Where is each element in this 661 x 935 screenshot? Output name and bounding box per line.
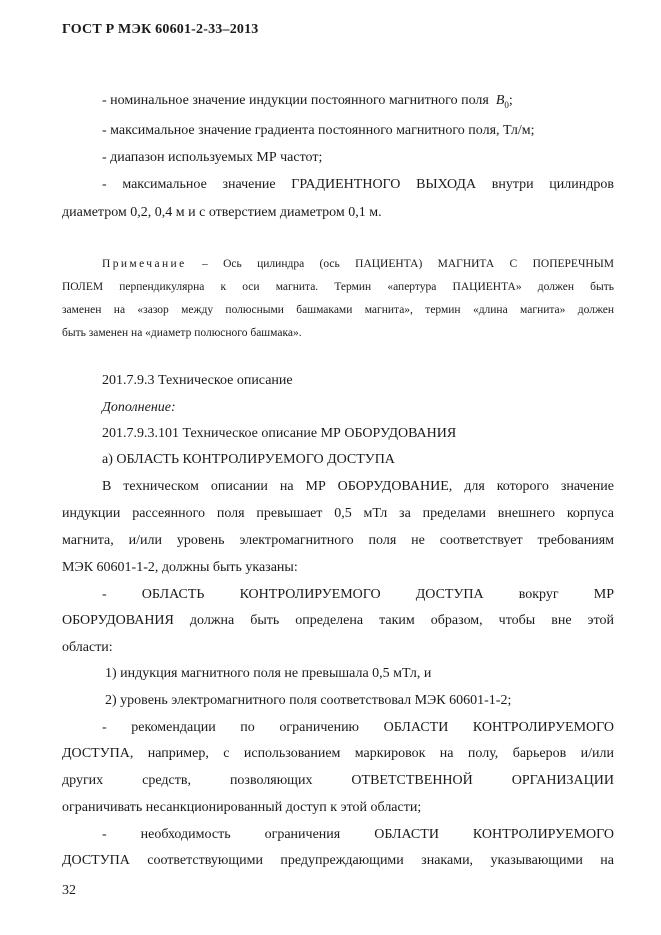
list-item-gradient: - максимальное значение градиента постоянного магнитного поля, Тл/м; xyxy=(102,123,535,138)
list-item-frequencies: - диапазон используемых МР частот; xyxy=(102,150,323,165)
list-item-text: - номинальное значение индукции постоянного магнитного поля xyxy=(102,93,489,108)
addition-label: Дополнение: xyxy=(102,400,176,415)
note-line: ПОЛЕМ перпендикулярна к оси магнита. Термин «апертура ПАЦИЕНТА» должен быть xyxy=(62,281,614,293)
note-text: – Ось цилиндра (ось ПАЦИЕНТА) МАГНИТА С ПОПЕРЕЧНЫМ xyxy=(186,258,614,270)
list-item-gradient-output: - максимальное значение ГРАДИЕНТНОГО ВЫХОДА внутри цилиндров xyxy=(102,177,614,192)
list-item-nominal-induction xyxy=(102,93,614,113)
subsection-heading: 201.7.9.3.101 Техническое описание МР ОБОРУДОВАНИЯ xyxy=(102,426,457,441)
list-item-line: - рекомендации по ограничению ОБЛАСТИ КОНТРОЛИРУЕМОГО xyxy=(102,720,614,735)
sub-item-2: 2) уровень электромагнитного поля соответствовал МЭК 60601-1-2; xyxy=(105,693,512,708)
paragraph-line: МЭК 60601-1-2, должны быть указаны: xyxy=(62,560,298,575)
list-item-gradient-output-cont: диаметром 0,2, 0,4 м и с отверстием диаметром 0,1 м. xyxy=(62,205,382,220)
paragraph-line: индукции рассеянного поля превышает 0,5 мТл за пределами внешнего корпуса xyxy=(62,506,614,521)
b0-base: B xyxy=(495,93,505,108)
sub-item-1: 1) индукция магнитного поля не превышала 0,5 мТл, и xyxy=(105,666,432,681)
list-item-line: ДОСТУПА соответствующими предупреждающими знаками, указывающими на xyxy=(62,853,614,868)
page-number: 32 xyxy=(62,883,76,898)
list-item-line: - ОБЛАСТЬ КОНТРОЛИРУЕМОГО ДОСТУПА вокруг МР xyxy=(102,587,614,602)
list-item-line: - необходимость ограничения ОБЛАСТИ КОНТРОЛИРУЕМОГО xyxy=(102,827,614,842)
item-heading: а) ОБЛАСТЬ КОНТРОЛИРУЕМОГО ДОСТУПА xyxy=(102,452,395,467)
b0-subscript: 0 xyxy=(504,99,509,110)
list-item-line: ОБОРУДОВАНИЯ должна быть определена таким образом, чтобы вне этой xyxy=(62,613,614,628)
section-heading: 201.7.9.3 Техническое описание xyxy=(102,373,293,388)
note-first-line xyxy=(102,256,614,272)
list-item-line: ДОСТУПА, например, с использованием маркировок на полу, барьеров и/или xyxy=(62,746,614,761)
list-item-line: области: xyxy=(62,640,113,655)
document-header: ГОСТ Р МЭК 60601-2-33–2013 xyxy=(62,22,259,37)
list-item-line: других средств, позволяющих ОТВЕТСТВЕННОЙ ОРГАНИЗАЦИИ xyxy=(62,773,614,788)
paragraph-line: магнита, и/или уровень электромагнитного поля не соответствует требованиям xyxy=(62,533,614,548)
note-line: быть заменен на «диаметр полюсного башмака». xyxy=(62,327,302,339)
note-label: Примечание xyxy=(102,258,187,270)
note-line: заменен на «зазор между полюсными башмаками магнита», термин «длина магнита» должен xyxy=(62,304,614,316)
b0-symbol xyxy=(496,93,509,108)
list-item-line: ограничивать несанкционированный доступ к этой области; xyxy=(62,800,422,815)
b0-tail: ; xyxy=(508,93,513,108)
paragraph-line: В техническом описании на МР ОБОРУДОВАНИЕ, для которого значение xyxy=(102,479,614,494)
